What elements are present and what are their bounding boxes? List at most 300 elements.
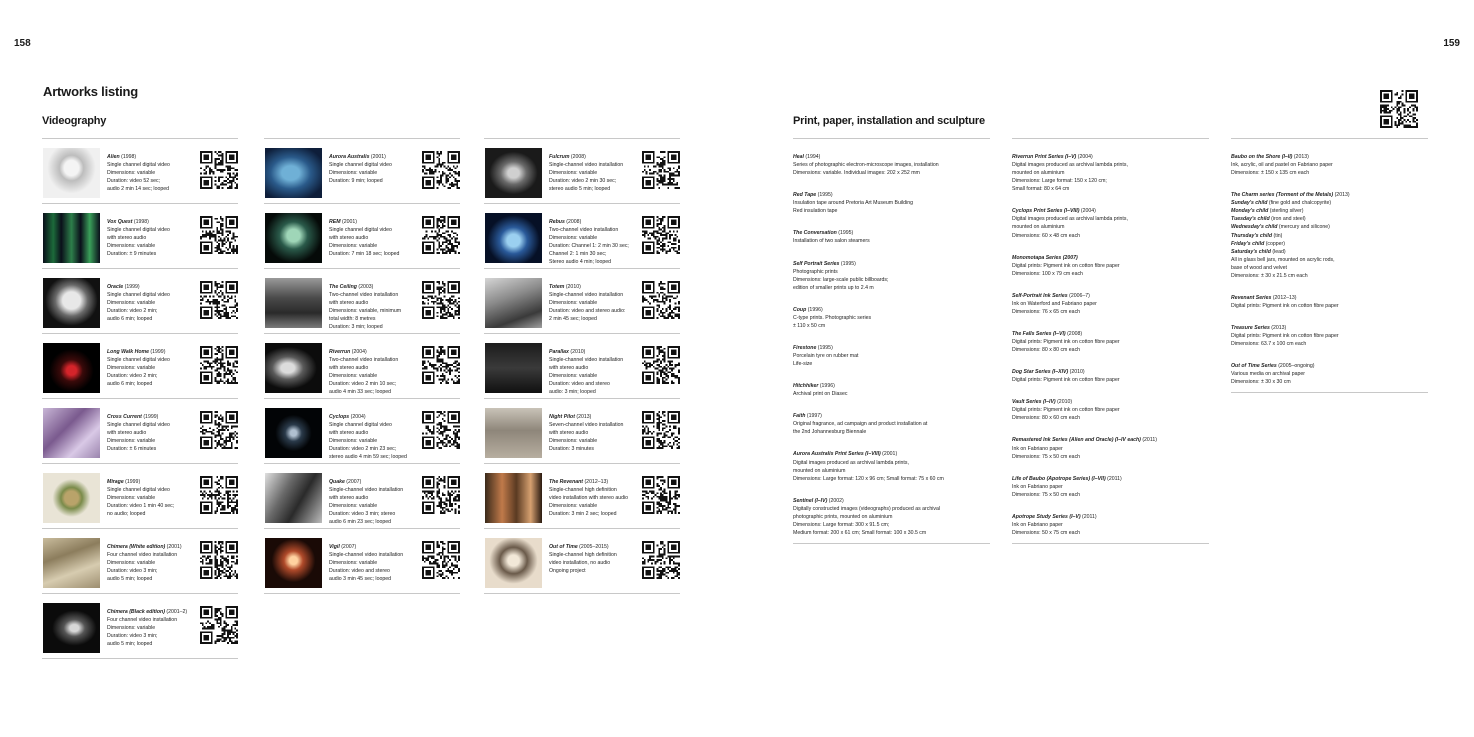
video-entry	[42, 334, 238, 399]
print-title: Self-Portrait Ink Series	[1012, 292, 1068, 299]
video-year: (2010)	[568, 349, 586, 355]
video-year: (2012–13)	[583, 479, 609, 485]
print-title: Out of Time Series	[1231, 363, 1277, 370]
print-year: (2011)	[1140, 437, 1157, 444]
video-year: (2007)	[344, 479, 362, 485]
video-detail: Duration: video 2 min;	[107, 373, 158, 380]
print-detail: Digital prints: Pigment ink on cotton fibre paper	[1012, 262, 1120, 269]
qr-code-icon[interactable]	[642, 476, 680, 514]
video-detail: Two-channel video installation	[329, 292, 399, 299]
print-detail: Dimensions: 100 x 79 cm each	[1012, 270, 1083, 277]
print-detail: Ink on Fabriano paper	[1012, 445, 1063, 452]
video-detail: audio 3 min 45 sec; looped	[329, 576, 392, 583]
qr-code-icon[interactable]	[642, 346, 680, 384]
video-detail: Duration: video 3 min; stereo	[329, 511, 396, 518]
video-title: Long Walk Home	[107, 349, 149, 355]
video-title: Cyclops	[329, 414, 350, 420]
video-column-3	[484, 138, 680, 594]
print-title: The Falls Series (I–VI)	[1012, 330, 1066, 337]
print-detail: photographic prints, mounted on aluminium	[793, 513, 893, 520]
video-detail: Duration: video 2 min 10 sec;	[329, 381, 397, 388]
print-detail: Dimensions: variable. Individual images: 202 x 252 mm	[793, 170, 920, 177]
qr-code-icon[interactable]	[642, 541, 680, 579]
video-caption	[329, 478, 425, 526]
print-entry	[1012, 153, 1209, 193]
video-thumbnail	[43, 213, 100, 263]
print-year: (2004)	[1079, 208, 1096, 215]
print-entry	[1231, 153, 1428, 177]
video-entry	[42, 594, 238, 659]
video-detail: Duration: 9 min; looped	[329, 178, 383, 185]
video-detail: Dimensions: variable	[549, 235, 598, 242]
video-entry	[484, 334, 680, 399]
print-detail: Series of photographic electron-microscope images, installation	[793, 162, 939, 169]
print-title: Remastered Ink Series (Alien and Oracle) (I–IV each)	[1012, 437, 1141, 444]
print-detail: Dimensions: ± 30 x 21.5 cm each	[1231, 272, 1308, 279]
print-detail: All in glass bell jars, mounted on acrylic rods,	[1231, 256, 1335, 263]
video-caption	[329, 218, 425, 258]
video-detail: with stereo audio	[107, 235, 147, 242]
video-entry	[42, 464, 238, 529]
print-title: Baubo on the Shore (I–II)	[1231, 154, 1293, 160]
column-rule	[1231, 392, 1428, 393]
video-caption	[329, 348, 425, 396]
video-detail: video installation with stereo audio	[549, 495, 629, 502]
print-title: Vault Series (I–IV)	[1012, 399, 1056, 406]
print-detail: Dimensions: Large format: 150 x 120 cm;	[1012, 178, 1107, 185]
qr-code-icon[interactable]	[200, 541, 238, 579]
print-year: (1995)	[836, 230, 854, 237]
qr-code-icon[interactable]	[642, 411, 680, 449]
print-detail: Ink, acrylic, oil and pastel on Fabriano paper	[1231, 162, 1333, 169]
video-detail: audio 4 min 33 sec; looped	[329, 389, 392, 396]
video-entry	[484, 464, 680, 529]
video-detail: Dimensions: variable	[107, 560, 156, 567]
print-year: (2010)	[1068, 369, 1085, 376]
video-title: Rebus	[549, 219, 565, 225]
video-detail: Duration: video 1 min 40 sec;	[107, 503, 175, 510]
video-caption	[107, 413, 203, 453]
column-rule	[1012, 543, 1209, 544]
qr-code-icon[interactable]	[422, 151, 460, 189]
video-thumbnail	[265, 213, 322, 263]
print-detail: Dimensions: 80 x 80 cm each	[1012, 347, 1081, 354]
print-title: Riverrun Print Series (I–V)	[1012, 154, 1077, 160]
video-detail: with stereo audio	[329, 300, 369, 307]
video-caption	[549, 413, 645, 453]
video-detail: Dimensions: variable	[549, 503, 598, 510]
qr-code-icon[interactable]	[642, 151, 680, 189]
print-title: Sentinel (I–IV)	[793, 497, 828, 504]
video-thumbnail	[485, 148, 542, 198]
print-year: (2012–13)	[1271, 294, 1297, 301]
video-entry	[264, 269, 460, 334]
print-detail: Sunday's child (fine gold and chalcopyrite)	[1231, 200, 1332, 207]
print-detail: Digital prints: Pigment ink on cotton fibre paper	[1231, 302, 1339, 309]
print-detail: Original fragrance, ad campaign and product installation at	[793, 421, 928, 428]
print-detail: Digital prints: Pigment ink on cotton fibre paper	[1231, 333, 1339, 340]
video-detail: Dimensions: variable	[107, 365, 156, 372]
print-detail: Tuesday's child (iron and steel)	[1231, 216, 1306, 223]
print-title: Red Tape	[793, 192, 817, 199]
video-detail: Duration: video 3 min;	[107, 568, 158, 575]
video-detail: with stereo audio	[329, 235, 369, 242]
print-detail: Digital images produced as archival lambda prints,	[1012, 216, 1128, 223]
video-year: (1999)	[148, 349, 166, 355]
print-detail: Friday's child (copper)	[1231, 240, 1286, 247]
print-entry	[1012, 368, 1209, 384]
print-year: (2004)	[1076, 154, 1093, 160]
qr-code-icon[interactable]	[200, 346, 238, 384]
video-detail: Dimensions: variable	[107, 300, 156, 307]
video-thumbnail	[485, 473, 542, 523]
print-entry	[1012, 292, 1209, 316]
video-detail: Dimensions: variable	[107, 438, 156, 445]
video-caption	[107, 218, 203, 258]
print-detail: Digital images produced as archival lambda prints,	[1012, 162, 1128, 169]
video-detail: Single-channel video installation	[329, 552, 404, 559]
video-entry	[42, 204, 238, 269]
video-entry	[264, 139, 460, 204]
video-column-2	[264, 138, 460, 594]
video-detail: Single channel digital video	[107, 162, 170, 169]
print-detail: mounted on aluminium	[1012, 224, 1065, 231]
video-year: (2004)	[350, 349, 367, 355]
print-title: Cyclops Print Series (I–VIII)	[1012, 208, 1080, 215]
qr-code-icon[interactable]	[642, 281, 680, 319]
print-detail: Dimensions: 50 x 75 cm each	[1012, 529, 1081, 536]
print-detail: Red insulation tape	[793, 208, 838, 215]
print-detail: Dimensions: Large format: 300 x 91.5 cm;	[793, 521, 890, 528]
print-column-2	[1012, 138, 1209, 544]
video-caption	[329, 413, 425, 461]
video-thumbnail	[43, 473, 100, 523]
print-year: (2011)	[1105, 475, 1122, 482]
video-caption	[107, 478, 203, 518]
video-caption	[107, 348, 203, 388]
video-detail: audio 2 min 14 sec; looped	[107, 186, 170, 193]
video-detail: video installation, no audio	[549, 560, 611, 567]
print-title: The Conversation	[793, 230, 837, 237]
print-year: (1995)	[839, 260, 856, 267]
print-entry	[1012, 254, 1209, 278]
print-year: (2008)	[1065, 330, 1083, 337]
video-title: Aurora Australis	[329, 154, 370, 160]
video-detail: Duration: video and stereo audio:	[549, 308, 626, 315]
print-title: Aurora Australis Print Series (I–VIII)	[793, 451, 881, 458]
print-detail: Porcelain tyre on rubber mat	[793, 353, 859, 359]
video-detail: Duration: ± 6 minutes	[107, 446, 157, 453]
print-detail: Digital images produced as archival lambda prints,	[793, 459, 909, 466]
video-title: The Revenant	[549, 479, 584, 485]
print-entry	[793, 344, 990, 368]
video-thumbnail	[43, 408, 100, 458]
video-year: (2010)	[564, 284, 581, 290]
video-entry	[484, 204, 680, 269]
video-detail: total width: 8 metres	[329, 316, 376, 323]
video-entry	[264, 204, 460, 269]
video-detail: Dimensions: variable	[329, 438, 378, 445]
qr-code-icon[interactable]	[422, 476, 460, 514]
video-detail: audio 6 min 23 sec; looped	[329, 519, 392, 526]
video-detail: Dimensions: variable	[549, 300, 598, 307]
video-detail: Four channel video installation	[107, 617, 178, 624]
print-year: (1996)	[818, 383, 835, 390]
print-year: (1994)	[803, 154, 821, 160]
video-detail: Single-channel high definition	[549, 552, 617, 559]
video-thumbnail	[485, 213, 542, 263]
print-year: (1997)	[805, 413, 822, 420]
video-detail: Dimensions: variable	[329, 373, 378, 380]
print-detail: mounted on aluminium	[793, 467, 846, 474]
print-detail: Insulation tape around Pretoria Art Museum Building	[793, 200, 913, 207]
video-caption	[549, 348, 645, 396]
video-detail: Single channel digital video	[329, 162, 392, 169]
video-title: REM	[329, 219, 341, 225]
video-year: (1998)	[132, 219, 149, 225]
print-detail: Dimensions: 75 x 50 cm each	[1012, 491, 1081, 498]
video-caption	[107, 543, 203, 583]
video-caption	[329, 283, 425, 331]
print-entry	[793, 260, 990, 292]
print-year: (1996)	[806, 306, 823, 313]
video-detail: Dimensions: variable	[549, 170, 598, 177]
print-detail: Small format: 80 x 64 cm	[1012, 186, 1070, 193]
video-detail: audio: 3 min; looped	[549, 389, 596, 396]
video-thumbnail	[43, 603, 100, 653]
print-detail: Various media on archival paper	[1231, 371, 1306, 378]
print-detail: edition of smaller prints up to 2.4 m	[793, 284, 874, 291]
print-detail: Ink on Waterford and Fabriano paper	[1012, 300, 1097, 307]
video-entry	[264, 334, 460, 399]
video-detail: with stereo audio	[329, 495, 369, 502]
print-entry	[793, 412, 990, 436]
print-title: Monomotapa Series (2007)	[1012, 254, 1078, 261]
video-detail: Single channel digital video	[107, 422, 170, 429]
video-title: Fulcrum	[549, 154, 570, 160]
video-detail: Duration: video 52 sec;	[107, 178, 161, 185]
video-thumbnail	[265, 408, 322, 458]
print-entry	[1231, 324, 1428, 348]
print-entry	[793, 229, 990, 245]
qr-code-icon[interactable]	[200, 216, 238, 254]
column-rule	[793, 543, 990, 544]
print-detail: Medium format: 200 x 61 cm; Small format: 100 x 30.5 cm	[793, 529, 927, 536]
print-detail: Dimensions: 60 x 48 cm each	[1012, 232, 1081, 239]
video-detail: Dimensions: variable	[329, 503, 378, 510]
video-detail: Duration: 3 min; looped	[329, 324, 383, 331]
video-title: Cross Current	[107, 414, 142, 420]
print-entry	[1012, 436, 1209, 460]
qr-code-icon[interactable]	[642, 216, 680, 254]
video-title: Riverrun	[329, 349, 351, 355]
video-detail: Dimensions: variable	[549, 373, 598, 380]
video-caption	[329, 543, 425, 583]
video-detail: Duration: video 2 min;	[107, 308, 158, 315]
video-detail: Single channel digital video	[107, 487, 170, 494]
print-entry	[1012, 513, 1209, 537]
video-caption	[549, 153, 645, 193]
video-detail: Single-channel high definition	[549, 487, 617, 494]
print-detail: Digital prints: Pigment ink on cotton fibre paper	[1012, 407, 1120, 414]
video-thumbnail	[265, 278, 322, 328]
page-number-right: 159	[1443, 38, 1460, 49]
video-detail: Duration: video and stereo	[329, 568, 390, 575]
video-column-1	[42, 138, 238, 659]
video-detail: with stereo audio	[549, 430, 589, 437]
video-year: (2001–2)	[164, 609, 188, 615]
videography-heading: Videography	[42, 115, 107, 127]
video-year: (2013)	[574, 414, 592, 420]
video-title: Out of Time	[549, 544, 578, 550]
video-thumbnail	[485, 538, 542, 588]
video-thumbnail	[485, 278, 542, 328]
print-title: Revenant Series	[1231, 294, 1272, 301]
video-title: Chimera (Black edition)	[107, 609, 165, 615]
print-detail: Life-size	[793, 361, 813, 368]
video-thumbnail	[265, 343, 322, 393]
video-entry	[264, 529, 460, 594]
video-detail: Single channel digital video	[107, 227, 170, 234]
video-detail: Dimensions: variable, minimum	[329, 308, 402, 315]
print-detail: Digital prints: Pigment ink on cotton fibre paper	[1012, 339, 1120, 345]
video-detail: Duration: 3 min 2 sec; looped	[549, 511, 617, 518]
video-detail: Dimensions: variable	[107, 243, 156, 250]
print-year: (2013)	[1269, 325, 1287, 331]
video-detail: no audio; looped	[107, 511, 146, 518]
print-entry	[1231, 191, 1428, 280]
video-detail: Single-channel video installation	[549, 162, 624, 169]
video-detail: audio 6 min; looped	[107, 316, 153, 323]
video-year: (2007)	[339, 544, 357, 550]
print-title: Dog Star Series (I–XIV)	[1012, 369, 1069, 376]
video-detail: Single-channel video installation	[549, 292, 624, 299]
qr-code-icon[interactable]	[200, 476, 238, 514]
video-caption	[107, 283, 203, 323]
video-entry	[264, 464, 460, 529]
video-year: (2004)	[349, 414, 366, 420]
qr-code-icon[interactable]	[422, 281, 460, 319]
print-entry	[1012, 207, 1209, 239]
print-detail: Photographic prints	[793, 268, 838, 275]
video-caption	[107, 153, 203, 193]
video-detail: Single-channel video installation	[329, 487, 404, 494]
qr-code-icon[interactable]	[200, 606, 238, 644]
print-title: Self Portrait Series	[793, 260, 840, 267]
video-detail: Two-channel video installation	[549, 227, 619, 234]
video-detail: Single channel digital video	[329, 422, 392, 429]
video-detail: audio 5 min; looped	[107, 576, 153, 583]
qr-code-icon[interactable]	[200, 411, 238, 449]
video-title: Mirage	[107, 479, 124, 485]
video-entry	[264, 399, 460, 464]
print-detail: Thursday's child (tin)	[1231, 232, 1283, 239]
print-detail: Dimensions: 76 x 65 cm each	[1012, 308, 1081, 315]
video-detail: Duration: video 2 min 30 sec;	[549, 178, 617, 185]
video-detail: stereo audio 5 min; looped	[549, 186, 611, 193]
video-year: (1999)	[123, 284, 140, 290]
print-detail: ± 110 x 50 cm	[793, 322, 826, 329]
video-year: (2008)	[564, 219, 582, 225]
video-detail: Single-channel video installation	[549, 357, 624, 364]
video-caption	[549, 543, 645, 575]
video-thumbnail	[265, 148, 322, 198]
print-title: Faith	[793, 413, 806, 420]
video-detail: Ongoing project	[549, 568, 586, 575]
qr-code-icon[interactable]	[422, 411, 460, 449]
video-thumbnail	[43, 148, 100, 198]
video-entry	[484, 399, 680, 464]
print-detail: Wednesday's child (mercury and silicone)	[1231, 224, 1330, 231]
video-detail: Dimensions: variable	[329, 243, 378, 250]
video-detail: Single channel digital video	[107, 357, 170, 364]
video-detail: audio 6 min; looped	[107, 381, 153, 388]
print-entry	[1012, 398, 1209, 422]
video-detail: Single channel digital video	[329, 227, 392, 234]
video-entry	[484, 139, 680, 204]
print-year: (2011)	[1080, 513, 1097, 520]
video-year: (1998)	[119, 154, 137, 160]
print-detail: Archival print on Diasec	[793, 391, 848, 398]
video-thumbnail	[43, 278, 100, 328]
video-title: The Ceiling	[329, 284, 357, 290]
video-detail: with stereo audio	[549, 365, 589, 372]
video-year: (2001)	[369, 154, 386, 160]
video-detail: Single channel digital video	[107, 292, 170, 299]
print-entry	[1231, 294, 1428, 310]
video-detail: Dimensions: variable	[549, 438, 598, 445]
print-entry	[1231, 362, 1428, 386]
print-entry	[793, 306, 990, 330]
print-detail: mounted on aluminium	[1012, 170, 1065, 177]
video-detail: Dimensions: variable	[329, 560, 378, 567]
print-entry	[793, 191, 990, 215]
qr-code-icon[interactable]	[200, 281, 238, 319]
print-detail: the 2nd Johannesburg Biennale	[793, 429, 867, 436]
print-entry	[1012, 475, 1209, 499]
video-detail: with stereo audio	[329, 365, 369, 372]
video-year: (2003)	[356, 284, 374, 290]
video-detail: Duration: 7 min 18 sec; looped	[329, 251, 400, 258]
video-entry	[42, 399, 238, 464]
print-detail: Dimensions: 75 x 50 cm each	[1012, 453, 1081, 460]
print-detail: C-type prints. Photographic series	[793, 314, 872, 321]
video-detail: Dimensions: variable	[107, 495, 156, 502]
video-year: (2001)	[165, 544, 182, 550]
print-title: The Charm series (Torment of the Metals)	[1231, 192, 1334, 199]
qr-code-icon[interactable]	[1380, 90, 1418, 128]
video-caption	[549, 218, 645, 266]
qr-code-icon[interactable]	[422, 541, 460, 579]
print-year: (1995)	[816, 192, 833, 199]
video-entry	[42, 269, 238, 334]
qr-code-icon[interactable]	[422, 216, 460, 254]
qr-code-icon[interactable]	[200, 151, 238, 189]
video-detail: Duration: video and stereo	[549, 381, 610, 388]
print-detail: Dimensions: ± 150 x 135 cm each	[1231, 170, 1310, 177]
video-detail: Duration: Channel 1: 2 min 30 sec;	[549, 243, 629, 250]
video-entry	[42, 139, 238, 204]
video-year: (1999)	[141, 414, 159, 420]
print-detail: Dimensions: 80 x 60 cm each	[1012, 415, 1081, 422]
page-number-left: 158	[14, 38, 31, 49]
qr-code-icon[interactable]	[422, 346, 460, 384]
video-year: (1999)	[123, 479, 141, 485]
video-detail: Dimensions: variable	[329, 170, 378, 177]
print-year: (2010)	[1055, 399, 1073, 406]
video-title: Night Pilot	[549, 414, 575, 420]
video-detail: Duration: 3 minutes	[549, 446, 594, 453]
